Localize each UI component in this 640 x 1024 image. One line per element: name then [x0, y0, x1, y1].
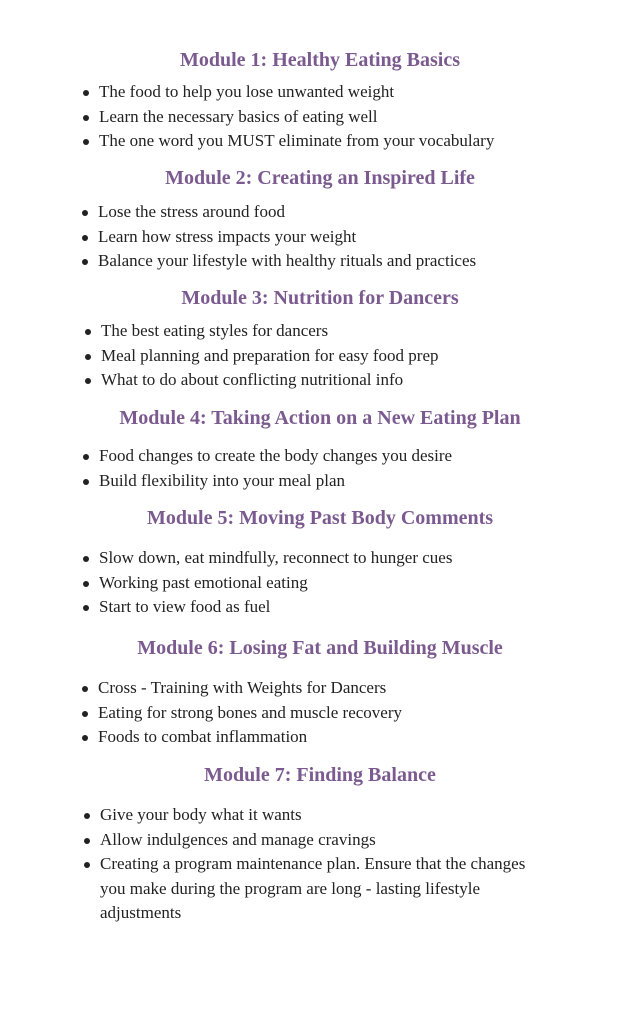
list-item-text: Working past emotional eating — [99, 572, 308, 592]
list-item — [99, 595, 569, 620]
module-6-title: Module 6: Losing Fat and Building Muscle — [137, 637, 503, 659]
list-item — [99, 469, 569, 494]
bullet-dot-icon — [82, 735, 88, 741]
bullet-dot-icon — [85, 378, 91, 384]
bullet-dot-icon — [85, 329, 91, 335]
bullet-dot-icon — [83, 556, 89, 562]
list-item — [98, 249, 568, 274]
module-1-section — [0, 48, 640, 154]
list-item-text: Slow down, eat mindfully, reconnect to hunger cues — [99, 548, 453, 567]
bullet-dot-icon — [84, 862, 90, 868]
list-item — [100, 803, 540, 828]
bullet-dot-icon — [83, 454, 89, 460]
list-item-text: Give your body what it wants — [100, 805, 302, 824]
bullet-dot-icon — [83, 605, 89, 611]
list-item-text: Start to view food as fuel — [99, 597, 271, 616]
list-item-text: Cross - Training with Weights for Dancers — [98, 678, 387, 697]
module-2-section — [0, 166, 640, 274]
bullet-dot-icon — [84, 838, 90, 844]
list-item — [100, 852, 540, 926]
module-5-list — [99, 546, 569, 620]
bullet-dot-icon — [82, 686, 88, 692]
module-7-list — [100, 803, 540, 926]
module-1-title: Module 1: Healthy Eating Basics — [179, 49, 460, 71]
module-6-section — [0, 636, 640, 750]
module-5-section — [0, 506, 640, 620]
module-7-section — [0, 763, 640, 926]
list-item — [100, 828, 540, 853]
module-2-list — [98, 200, 568, 274]
list-item-text: Eating for strong bones and muscle recovery — [98, 702, 403, 722]
list-item-text: Allow indulgences and manage cravings — [100, 829, 376, 849]
module-3-section — [0, 286, 640, 393]
bullet-dot-icon — [84, 813, 90, 819]
list-item — [99, 129, 569, 154]
list-item — [98, 701, 568, 726]
module-4-title: Module 4: Taking Action on a New Eating Plan — [119, 407, 521, 429]
list-item — [101, 368, 571, 393]
bullet-dot-icon — [82, 235, 88, 241]
list-item-text: Foods to combat inflammation — [98, 727, 308, 746]
bullet-dot-icon — [83, 479, 89, 485]
list-item — [101, 319, 571, 344]
list-item-text: Learn the necessary basics of eating well — [99, 106, 378, 126]
list-item-text: The one word you MUST eliminate from your vocabulary — [99, 131, 495, 150]
module-4-section — [0, 406, 640, 493]
list-item — [99, 444, 569, 469]
list-item — [99, 80, 569, 105]
list-item — [99, 571, 569, 596]
list-item-text: What to do about conflicting nutritional info — [101, 370, 404, 389]
list-item-text: The food to help you lose unwanted weight — [99, 82, 395, 101]
list-item-text: Lose the stress around food — [98, 202, 285, 221]
module-2-title: Module 2: Creating an Inspired Life — [165, 167, 475, 189]
bullet-dot-icon — [83, 581, 89, 587]
list-item-text: Balance your lifestyle with healthy rituals and practices — [98, 251, 477, 270]
module-1-list — [99, 80, 569, 154]
bullet-dot-icon — [83, 90, 89, 96]
module-5-title: Module 5: Moving Past Body Comments — [146, 507, 494, 529]
list-item — [99, 546, 569, 571]
module-6-list — [98, 676, 568, 750]
list-item-text: Creating a program maintenance plan. Ensure that the changes you make during the program are long - lasting lifestyle adjustments — [100, 854, 526, 922]
list-item-text: Meal planning and preparation for easy food prep — [101, 345, 439, 365]
list-item-text: The best eating styles for dancers — [101, 321, 329, 340]
module-3-title: Module 3: Nutrition for Dancers — [181, 287, 459, 309]
list-item — [99, 105, 569, 130]
list-item-text: Food changes to create the body changes you desire — [99, 446, 453, 465]
bullet-dot-icon — [82, 711, 88, 717]
list-item-text: Learn how stress impacts your weight — [98, 226, 357, 246]
list-item — [98, 676, 568, 701]
bullet-dot-icon — [82, 259, 88, 265]
list-item — [101, 344, 571, 369]
bullet-dot-icon — [83, 139, 89, 145]
module-3-list — [101, 319, 571, 393]
bullet-dot-icon — [85, 354, 91, 360]
bullet-dot-icon — [83, 115, 89, 121]
module-7-title: Module 7: Finding Balance — [204, 764, 436, 786]
list-item — [98, 200, 568, 225]
list-item — [98, 225, 568, 250]
list-item-text: Build flexibility into your meal plan — [99, 470, 345, 490]
list-item — [98, 725, 568, 750]
module-4-list — [99, 444, 569, 493]
bullet-dot-icon — [82, 210, 88, 216]
